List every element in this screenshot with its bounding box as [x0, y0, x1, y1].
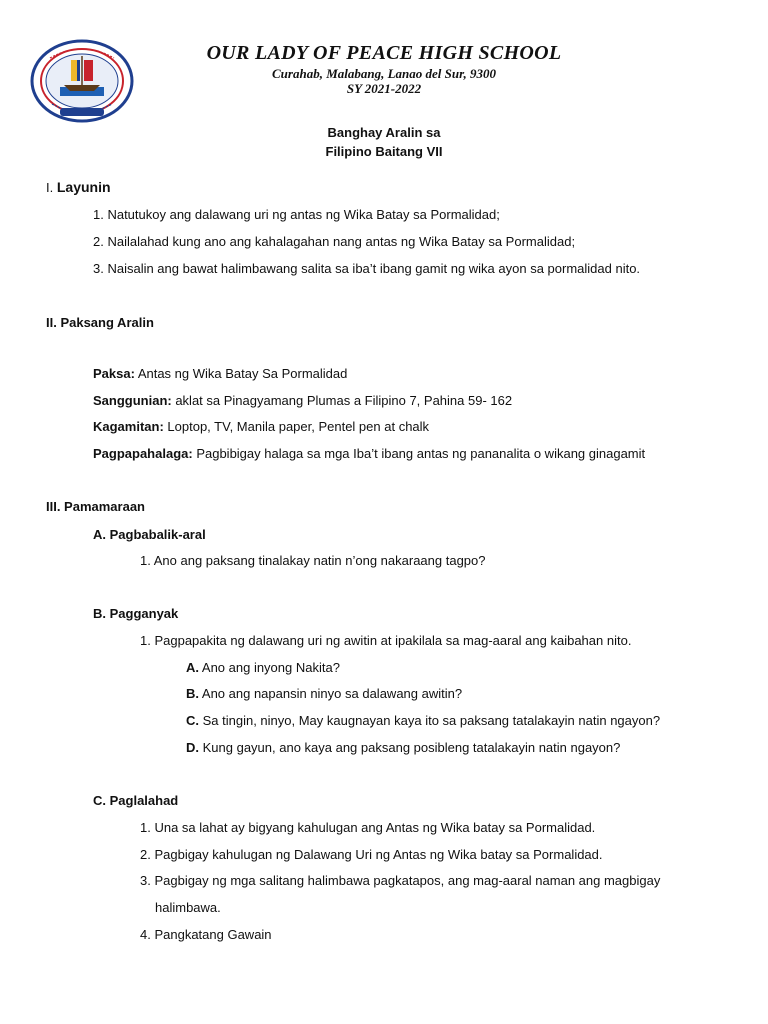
section-3-heading: III. Pamamaraan [46, 499, 145, 514]
part-b-heading: B. Pagganyak [93, 606, 179, 621]
field-value: Loptop, TV, Manila paper, Pentel pen at chalk [163, 419, 430, 434]
section-1-numeral: I. [46, 180, 54, 195]
question-letter: B. [186, 686, 199, 701]
field-value: aklat sa Pinagyamang Plumas a Filipino 7, Pahina 59- 162 [171, 393, 513, 408]
school-year: SY 2021-2022 [346, 81, 422, 96]
field-label: Kagamitan: [93, 419, 164, 434]
question-item [186, 660, 340, 676]
subject-field-sanggunian [93, 393, 512, 409]
procedure-item: 4. Pangkatang Gawain [140, 927, 272, 942]
school-seal-logo [30, 38, 134, 124]
objective-item: 2. Nailalahad kung ano ang kahalagahan nang antas ng Wika Batay sa Pormalidad; [93, 234, 576, 249]
procedure-item-continuation: halimbawa. [155, 900, 221, 915]
field-label: Paksa: [93, 366, 135, 381]
question-item [186, 686, 462, 702]
school-name: OUR LADY OF PEACE HIGH SCHOOL [206, 42, 562, 64]
question-letter: D. [186, 740, 199, 755]
part-c-heading: C. Paglalahad [93, 793, 179, 808]
question-text: Ano ang napansin ninyo sa dalawang awitin? [199, 686, 463, 701]
question-letter: C. [186, 713, 199, 728]
question-item [186, 713, 660, 729]
subject-field-kagamitan [93, 419, 429, 435]
school-address: Curahab, Malabang, Lanao del Sur, 9300 [272, 66, 496, 81]
question-text: Kung gayun, ano kaya ang paksang posibleng tatalakayin natin ngayon? [199, 740, 621, 755]
part-a-heading: A. Pagbabalik-aral [93, 527, 206, 542]
field-label: Pagpapahalaga: [93, 446, 193, 461]
question-text: Ano ang inyong Nakita? [199, 660, 340, 675]
question-item [186, 740, 620, 756]
section-2-heading: II. Paksang Aralin [46, 315, 154, 330]
procedure-item: 3. Pagbigay ng mga salitang halimbawa pagkatapos, ang mag-aaral naman ang magbigay [140, 873, 661, 888]
objective-item: 3. Naisalin ang bawat halimbawang salita sa iba’t ibang gamit ng wika ayon sa pormalidad nito. [93, 261, 641, 276]
field-value: Antas ng Wika Batay Sa Pormalidad [134, 366, 348, 381]
objective-item: 1. Natutukoy ang dalawang uri ng antas ng Wika Batay sa Pormalidad; [93, 207, 500, 222]
document-title-line-2: Filipino Baitang VII [325, 144, 443, 159]
subject-field-pagpapahalaga [93, 446, 645, 462]
procedure-item: 1. Ano ang paksang tinalakay natin n’ong nakaraang tagpo? [140, 553, 486, 568]
section-1-heading [46, 179, 111, 196]
question-text: Sa tingin, ninyo, May kaugnayan kaya ito sa paksang tatalakayin natin ngayon? [199, 713, 661, 728]
procedure-item: 1. Pagpapakita ng dalawang uri ng awitin at ipakilala sa mag-aaral ang kaibahan nito. [140, 633, 632, 648]
document-title-line-1: Banghay Aralin sa [327, 125, 441, 140]
section-1-title: Layunin [56, 179, 111, 195]
procedure-item: 1. Una sa lahat ay bigyang kahulugan ang Antas ng Wika batay sa Pormalidad. [140, 820, 596, 835]
subject-field-paksa [93, 366, 347, 382]
field-label: Sanggunian: [93, 393, 172, 408]
procedure-item: 2. Pagbigay kahulugan ng Dalawang Uri ng Antas ng Wika batay sa Pormalidad. [140, 847, 603, 862]
field-value: Pagbibigay halaga sa mga Iba’t ibang antas ng pananalita o wikang ginagamit [192, 446, 646, 461]
question-letter: A. [186, 660, 199, 675]
